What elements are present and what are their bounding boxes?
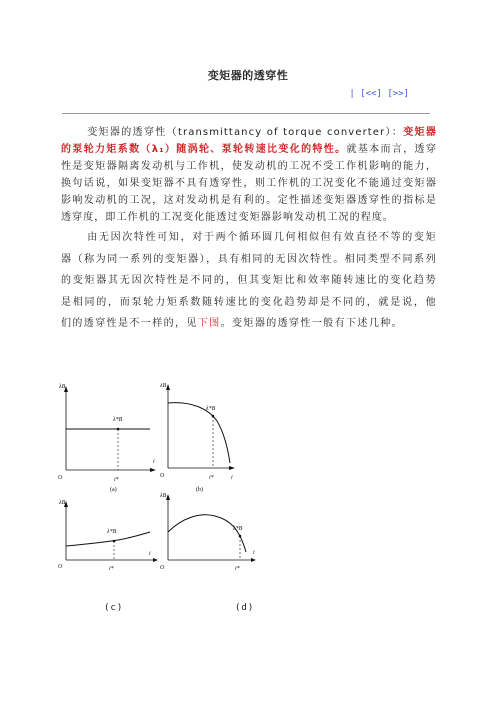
divider bbox=[62, 113, 430, 114]
origin-label: O bbox=[160, 473, 165, 479]
definition-lead: 变矩器的透穿性（transmittancy of torque converter）： bbox=[87, 127, 404, 138]
figure-b bbox=[160, 383, 240, 495]
x-axis-label: i bbox=[153, 459, 155, 465]
y-axis-label: λB bbox=[59, 500, 66, 506]
point-label: λ*B bbox=[233, 526, 243, 532]
x-axis-label: i bbox=[231, 475, 233, 481]
x-mark-label: i* bbox=[114, 477, 119, 483]
x-mark-label: i* bbox=[235, 566, 240, 572]
subfigure-b-label: (b) bbox=[196, 487, 203, 493]
definition-body: 就基本而言，透穿性是变矩器隔离发动机与工作机，使发动机的工况不受工作机影响的能力，换句话说，如果变矩器不具有透穿性，则工作机的工况变化不能通过变矩器影响发动机的工况，这对发动机是有利的。定性描述变矩器透穿性的指标是透穿度，即工作机的工况变化能透过变矩器影响发动机工况的程度。 bbox=[61, 144, 437, 223]
origin-label: O bbox=[58, 564, 63, 570]
figure-d bbox=[160, 492, 260, 572]
x-mark-label: i* bbox=[109, 566, 114, 572]
figure-link[interactable]: 下图 bbox=[197, 318, 221, 329]
caption-d: (d) bbox=[235, 603, 255, 613]
paragraph-explanation bbox=[61, 227, 437, 335]
explanation-text-2: 。变矩器的透穿性一般有下述几种。 bbox=[220, 318, 404, 329]
caption-c: (c) bbox=[104, 603, 124, 613]
y-axis-label: λB bbox=[160, 493, 167, 499]
paragraph-definition bbox=[61, 124, 437, 226]
definition-highlight: 变矩器的泵轮力矩系数（λ₁）随涡轮、泵轮转速比变化的特性。 bbox=[61, 127, 437, 155]
point-label: λ*B bbox=[206, 406, 216, 412]
origin-label: O bbox=[160, 565, 165, 571]
explanation-text-1: 由无因次特性可知，对于两个循环圆几何相似但有效直径不等的变矩器（称为同一系列的变矩器），具有相同的无因次特性。相同类型不同系列的变矩器其无因次特性是不同的，但其变矩比和效率随转速比的变化趋势是相同的，而泵轮力矩系数随转速比的变化趋势却是不同的，就是说，他们的透穿性是不一样的，见 bbox=[61, 232, 437, 329]
x-mark-label: i* bbox=[209, 475, 214, 481]
page-title: 变矩器的透穿性 bbox=[207, 69, 289, 82]
x-axis-label: i bbox=[253, 550, 255, 556]
subfigure-a-label: (a) bbox=[110, 487, 117, 493]
prev-link[interactable]: [<<] bbox=[360, 89, 382, 99]
y-axis-label: λB bbox=[160, 383, 167, 389]
figure-c bbox=[58, 498, 158, 578]
point-label: λ*B bbox=[107, 529, 117, 535]
point-label: λ*B bbox=[113, 417, 123, 423]
x-axis-label: i bbox=[149, 551, 151, 557]
y-axis-label: λB bbox=[59, 384, 66, 390]
next-link[interactable]: [>>] bbox=[387, 89, 409, 99]
nav-separator: | bbox=[349, 89, 355, 99]
figure-a bbox=[58, 383, 158, 495]
origin-label: O bbox=[58, 475, 63, 481]
pager-nav bbox=[349, 89, 409, 99]
